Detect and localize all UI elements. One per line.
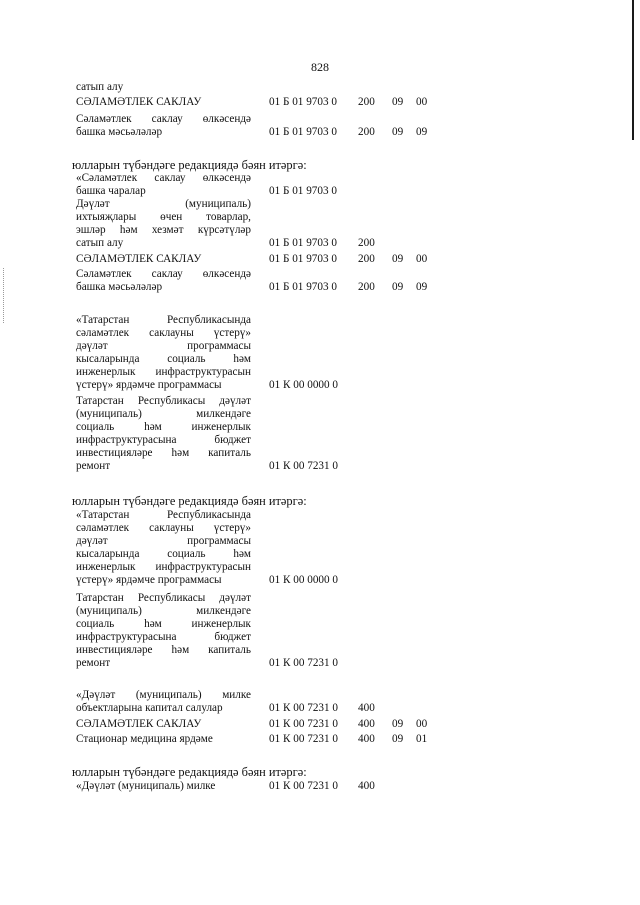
name-line (76, 631, 251, 644)
name-line: сатып алу (76, 237, 124, 249)
word: социаль (167, 353, 206, 365)
row-name (76, 198, 251, 250)
name-line (76, 198, 251, 211)
name-line: үстерү» ярдәмче программасы (76, 574, 222, 586)
word: «Сәламәтлек (76, 172, 138, 184)
name-line: ремонт (76, 460, 111, 472)
name-line: Стационар медицина ярдәме (76, 733, 213, 745)
name-line: башка чаралар (76, 185, 146, 197)
target-code: 01 Б 01 9703 0 (269, 237, 337, 249)
word: капиталь (208, 644, 251, 656)
word: (муниципаль) (76, 605, 142, 617)
expense-type-code: 400 (358, 718, 375, 730)
name-line (76, 605, 251, 618)
name-line: объектларына капитал салулар (76, 702, 223, 714)
section-intro: юлларын түбәндәге редакциядә бәян итәргә: (72, 765, 307, 779)
name-line (76, 548, 251, 561)
word: саклау (151, 113, 183, 125)
subsection-code: 00 (416, 253, 428, 265)
name-line: СӘЛАМӘТЛЕК САКЛАУ (76, 253, 202, 265)
subsection-code: 01 (416, 733, 428, 745)
word: өлкәсендә (202, 172, 251, 184)
name-line (76, 395, 251, 408)
name-line (76, 561, 251, 574)
row-name (76, 81, 251, 94)
word: (муниципаль) (135, 689, 202, 701)
row-name (76, 689, 251, 715)
word: «Татарстан (76, 314, 130, 326)
name-line (76, 340, 251, 353)
name-line: ремонт (76, 657, 111, 669)
row-name (76, 268, 251, 294)
name-line (76, 618, 251, 631)
word: өчен (160, 211, 183, 223)
name-line (76, 644, 251, 657)
word: саклау (151, 268, 183, 280)
row-name (76, 592, 251, 670)
word: социаль (76, 618, 115, 630)
word: капиталь (208, 447, 251, 459)
row-name (76, 172, 251, 198)
word: дәүләт (219, 592, 251, 604)
word: саклауны (149, 522, 194, 534)
target-code: 01 К 00 7231 0 (269, 460, 338, 472)
expense-type-code: 200 (358, 253, 375, 265)
word: Республикасы (137, 592, 206, 604)
row-name (76, 96, 251, 109)
word: сәламәтлек (76, 522, 130, 534)
word: программасы (187, 535, 251, 547)
name-line (76, 421, 251, 434)
expense-type-code: 400 (358, 780, 375, 792)
word: Сәламәтлек (76, 113, 132, 125)
word: инженерлык (76, 561, 136, 573)
target-code: 01 К 00 0000 0 (269, 574, 338, 586)
target-code: 01 К 00 7231 0 (269, 657, 338, 669)
expense-type-code: 200 (358, 96, 375, 108)
section-intro: юлларын түбәндәге редакциядә бәян итәргә: (72, 158, 307, 172)
name-line (76, 689, 251, 702)
name-line (76, 535, 251, 548)
word: өлкәсендә (202, 268, 251, 280)
section-code: 09 (392, 718, 404, 730)
word: һәм (233, 548, 251, 560)
row-name (76, 395, 251, 473)
row-name (76, 253, 251, 266)
expense-type-code: 400 (358, 702, 375, 714)
word: һәм (171, 644, 190, 656)
word: Республикасында (166, 509, 251, 521)
word: бюджет (214, 434, 251, 446)
name-line (76, 353, 251, 366)
name-line (76, 509, 251, 522)
word: өлкәсендә (202, 113, 251, 125)
target-code: 01 Б 01 9703 0 (269, 126, 337, 138)
name-line: СӘЛАМӘТЛЕК САКЛАУ (76, 718, 202, 730)
row-name (76, 113, 251, 139)
name-line (76, 366, 251, 379)
expense-type-code: 200 (358, 281, 375, 293)
word: (муниципаль) (76, 408, 142, 420)
word: социаль (76, 421, 115, 433)
word: инженерлык (191, 618, 251, 630)
word: һәм (144, 421, 162, 433)
row-name (76, 733, 251, 746)
word: хезмәт (151, 224, 184, 236)
name-line (76, 592, 251, 605)
subsection-code: 00 (416, 96, 428, 108)
target-code: 01 К 00 7231 0 (269, 718, 338, 730)
section-code: 09 (392, 733, 404, 745)
word: товарлар, (206, 211, 251, 223)
word: инженерлык (76, 366, 136, 378)
target-code: 01 К 00 7231 0 (269, 702, 338, 714)
name-line: үстерү» ярдәмче программасы (76, 379, 222, 391)
name-line (76, 327, 251, 340)
word: «Дәүләт (76, 689, 116, 701)
scan-dots (3, 268, 5, 323)
row-name (76, 314, 251, 392)
word: инженерлык (191, 421, 251, 433)
name-line: сатып алу (76, 81, 124, 93)
word: Сәламәтлек (76, 268, 132, 280)
section-code: 09 (392, 96, 404, 108)
word: милке (222, 689, 251, 701)
name-line: СӘЛАМӘТЛЕК САКЛАУ (76, 96, 202, 108)
name-line: башка мәсьәләләр (76, 281, 163, 293)
word: инфраструктурасына (76, 631, 177, 643)
name-line (76, 113, 251, 126)
word: дәүләт (76, 340, 108, 352)
name-line: «Дәүләт (муниципаль) милке (76, 780, 216, 792)
word: һәм (171, 447, 190, 459)
row-name (76, 718, 251, 731)
word: саклауны (149, 327, 194, 339)
word: саклау (154, 172, 186, 184)
name-line: башка мәсьәләләр (76, 126, 163, 138)
word: инфраструктурасын (155, 366, 251, 378)
word: инвестицияләре (76, 644, 153, 656)
target-code: 01 Б 01 9703 0 (269, 185, 337, 197)
word: күрсәтүләр (197, 224, 251, 236)
word: Татарстан (76, 592, 124, 604)
expense-type-code: 400 (358, 733, 375, 745)
word: һәм (144, 618, 162, 630)
word: Татарстан (76, 395, 124, 407)
name-line (76, 434, 251, 447)
section-code: 09 (392, 253, 404, 265)
row-name (76, 509, 251, 587)
word: программасы (187, 340, 251, 352)
word: Дәүләт (76, 198, 110, 210)
target-code: 01 Б 01 9703 0 (269, 281, 337, 293)
word: социаль (167, 548, 206, 560)
word: бюджет (214, 631, 251, 643)
word: сәламәтлек (76, 327, 130, 339)
word: Республикасы (137, 395, 206, 407)
name-line (76, 172, 251, 185)
section-code: 09 (392, 281, 404, 293)
subsection-code: 00 (416, 718, 428, 730)
row-name (76, 780, 251, 793)
word: Республикасында (166, 314, 251, 326)
word: үстерү» (213, 522, 251, 534)
subsection-code: 09 (416, 126, 428, 138)
word: инфраструктурасына (76, 434, 177, 446)
section-intro: юлларын түбәндәге редакциядә бәян итәргә: (72, 494, 307, 508)
word: «Татарстан (76, 509, 130, 521)
target-code: 01 К 00 0000 0 (269, 379, 338, 391)
word: инвестицияләре (76, 447, 153, 459)
word: инфраструктурасын (155, 561, 251, 573)
word: милкендәге (196, 605, 251, 617)
target-code: 01 Б 01 9703 0 (269, 253, 337, 265)
word: үстерү» (213, 327, 251, 339)
name-line (76, 314, 251, 327)
word: ихтыяҗлары (76, 211, 137, 223)
page-number: 828 (311, 60, 329, 74)
word: (муниципаль) (185, 198, 251, 210)
expense-type-code: 200 (358, 126, 375, 138)
subsection-code: 09 (416, 281, 428, 293)
name-line (76, 268, 251, 281)
word: дәүләт (219, 395, 251, 407)
target-code: 01 К 00 7231 0 (269, 780, 338, 792)
word: һәм (119, 224, 138, 236)
word: кысаларында (76, 353, 140, 365)
target-code: 01 К 00 7231 0 (269, 733, 338, 745)
name-line (76, 522, 251, 535)
word: дәүләт (76, 535, 108, 547)
name-line (76, 224, 251, 237)
target-code: 01 Б 01 9703 0 (269, 96, 337, 108)
word: эшләр (76, 224, 106, 236)
section-code: 09 (392, 126, 404, 138)
name-line (76, 211, 251, 224)
word: кысаларында (76, 548, 140, 560)
name-line (76, 408, 251, 421)
name-line (76, 447, 251, 460)
expense-type-code: 200 (358, 237, 375, 249)
word: милкендәге (196, 408, 251, 420)
word: һәм (233, 353, 251, 365)
